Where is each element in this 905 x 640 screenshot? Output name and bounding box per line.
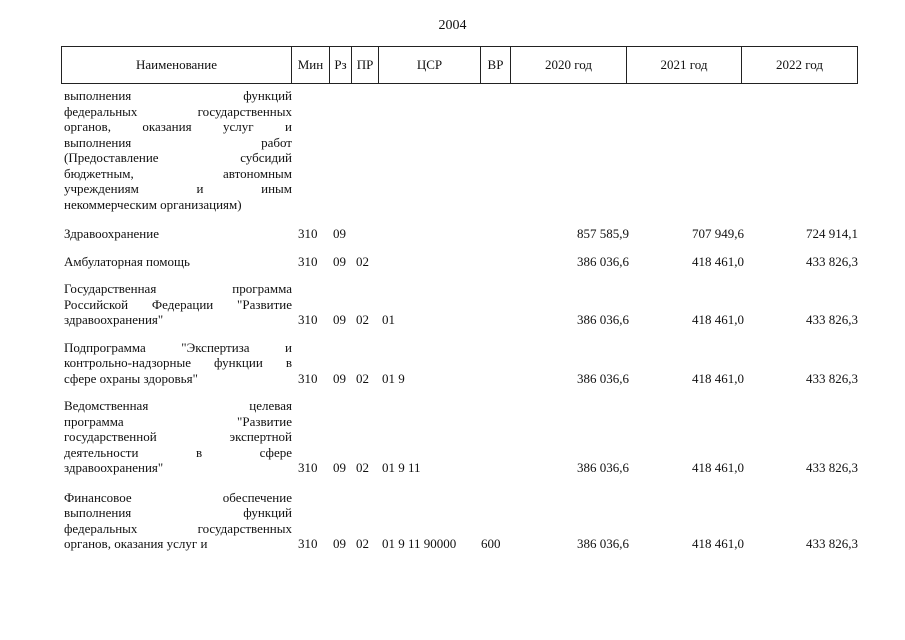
header-2022: 2022 год bbox=[742, 47, 858, 84]
row-name-line: контрольно-надзорные функции в bbox=[64, 355, 292, 370]
header-min: Мин bbox=[292, 47, 330, 84]
row-name-line: деятельности в сфере bbox=[64, 444, 292, 460]
row-name-line: государственной экспертной bbox=[64, 429, 292, 444]
cell-y2021: 707 949,6 bbox=[692, 226, 744, 241]
cell-min: 310 bbox=[298, 226, 318, 241]
table-body bbox=[61, 88, 857, 552]
cell-y2020: 386 036,6 bbox=[577, 370, 629, 386]
cell-y2020: 386 036,6 bbox=[577, 536, 629, 551]
row-name-line: выполнения функций bbox=[64, 505, 292, 520]
table-row bbox=[61, 88, 857, 212]
cell-rz: 09 bbox=[333, 312, 346, 327]
row-name bbox=[61, 398, 292, 476]
row-name-line: Российской Федерации "Развитие bbox=[64, 296, 292, 312]
header-name: Наименование bbox=[62, 47, 292, 84]
cell-pr: 02 bbox=[356, 253, 369, 269]
cell-y2022: 433 826,3 bbox=[806, 536, 858, 551]
cell-y2021: 418 461,0 bbox=[692, 253, 744, 269]
cell-y2022: 433 826,3 bbox=[806, 253, 858, 269]
header-vr: ВР bbox=[481, 47, 511, 84]
row-name bbox=[61, 340, 292, 387]
cell-rz: 09 bbox=[333, 460, 346, 475]
table-row bbox=[61, 340, 857, 387]
header-2021: 2021 год bbox=[627, 47, 742, 84]
row-name-line: некоммерческим организациям) bbox=[64, 196, 242, 212]
cell-csr: 01 9 bbox=[382, 370, 405, 386]
row-name-line: учреждениям и иным bbox=[64, 181, 292, 196]
cell-y2022: 724 914,1 bbox=[806, 226, 858, 241]
row-name-line: выполнения функций bbox=[64, 88, 292, 103]
row-name-line: органов, оказания услуг и bbox=[64, 119, 292, 134]
cell-y2021: 418 461,0 bbox=[692, 370, 744, 386]
header-rz: Рз bbox=[330, 47, 352, 84]
cell-min: 310 bbox=[298, 536, 318, 551]
row-name-line: Финансовое обеспечение bbox=[64, 489, 292, 505]
row-name bbox=[61, 88, 292, 212]
table-row bbox=[61, 398, 857, 476]
cell-vr: 600 bbox=[481, 536, 501, 551]
row-name bbox=[61, 490, 292, 552]
cell-pr: 02 bbox=[356, 370, 369, 386]
row-name-line: Государственная программа bbox=[64, 281, 292, 296]
cell-pr: 02 bbox=[356, 536, 369, 551]
row-name-line: здравоохранения" bbox=[64, 460, 164, 475]
row-name-line: Подпрограмма "Экспертиза и bbox=[64, 339, 292, 355]
page-number: 2004 bbox=[438, 18, 467, 33]
header-csr: ЦСР bbox=[379, 47, 481, 84]
row-name-line: бюджетным, автономным bbox=[64, 165, 292, 181]
row-name-line: Здравоохранение bbox=[64, 226, 159, 241]
row-name-line: федеральных государственных bbox=[64, 103, 292, 119]
cell-rz: 09 bbox=[333, 226, 346, 241]
cell-rz: 09 bbox=[333, 253, 346, 269]
cell-min: 310 bbox=[298, 253, 318, 269]
cell-csr: 01 bbox=[382, 312, 395, 327]
table-row bbox=[61, 490, 857, 552]
row-name bbox=[61, 254, 292, 270]
cell-min: 310 bbox=[298, 312, 318, 327]
row-name bbox=[61, 281, 292, 328]
row-name-line: федеральных государственных bbox=[64, 520, 292, 536]
cell-y2022: 433 826,3 bbox=[806, 370, 858, 386]
cell-y2022: 433 826,3 bbox=[806, 312, 858, 327]
cell-pr: 02 bbox=[356, 460, 369, 475]
cell-y2020: 386 036,6 bbox=[577, 253, 629, 269]
cell-y2020: 386 036,6 bbox=[577, 312, 629, 327]
table-row bbox=[61, 226, 857, 242]
cell-pr: 02 bbox=[356, 312, 369, 327]
row-name-line: сфере охраны здоровья" bbox=[64, 370, 198, 386]
cell-y2021: 418 461,0 bbox=[692, 312, 744, 327]
cell-y2021: 418 461,0 bbox=[692, 460, 744, 475]
row-name bbox=[61, 226, 292, 242]
row-name-line: Амбулаторная помощь bbox=[64, 253, 190, 269]
cell-rz: 09 bbox=[333, 370, 346, 386]
row-name-line: органов, оказания услуг и bbox=[64, 536, 208, 551]
cell-csr: 01 9 11 90000 bbox=[382, 536, 457, 551]
cell-y2020: 857 585,9 bbox=[577, 226, 629, 241]
table-header bbox=[61, 46, 858, 84]
row-name-line: (Предоставление субсидий bbox=[64, 150, 292, 165]
row-name-line: выполнения работ bbox=[64, 134, 292, 150]
row-name-line: Ведомственная целевая bbox=[64, 398, 292, 413]
cell-rz: 09 bbox=[333, 536, 346, 551]
cell-y2020: 386 036,6 bbox=[577, 460, 629, 475]
table-row bbox=[61, 281, 857, 328]
row-name-line: здравоохранения" bbox=[64, 312, 164, 327]
cell-min: 310 bbox=[298, 370, 318, 386]
row-name-line: программа "Развитие bbox=[64, 413, 292, 429]
cell-y2022: 433 826,3 bbox=[806, 460, 858, 475]
header-2020: 2020 год bbox=[511, 47, 627, 84]
header-pr: ПР bbox=[352, 47, 379, 84]
cell-y2021: 418 461,0 bbox=[692, 536, 744, 551]
cell-csr: 01 9 11 bbox=[382, 460, 421, 475]
cell-min: 310 bbox=[298, 460, 318, 475]
table-row bbox=[61, 254, 857, 270]
